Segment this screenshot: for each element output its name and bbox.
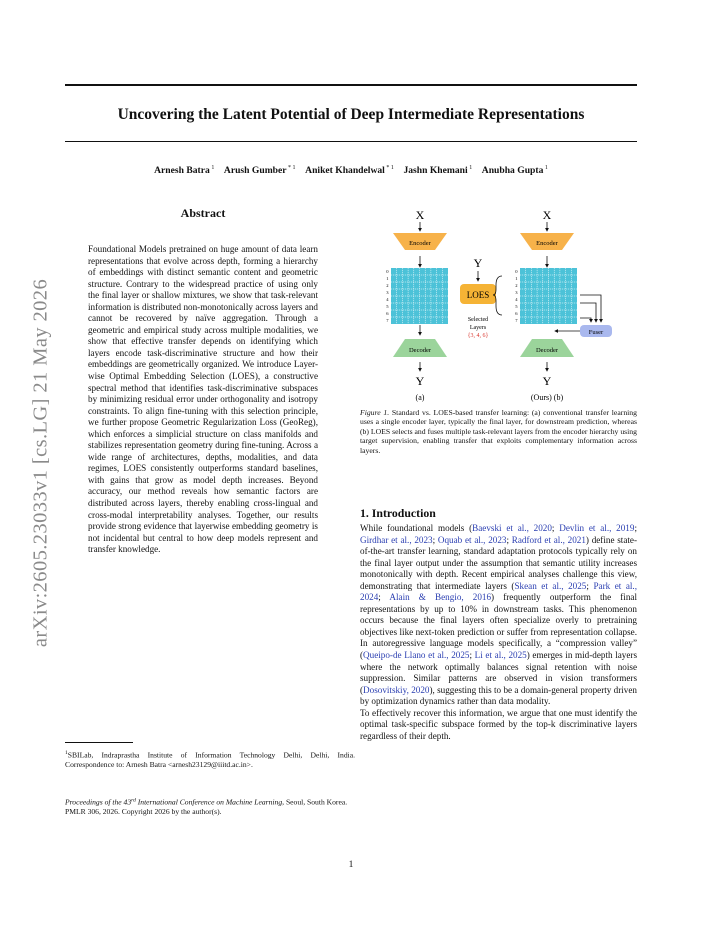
figure-1	[365, 205, 637, 403]
author-affiliation-mark: * 1	[384, 165, 394, 171]
layer-index-label: 0	[515, 269, 518, 275]
arxiv-side-stamp	[16, 228, 66, 698]
citation-link[interactable]: Li et al., 2025	[474, 650, 527, 661]
top-rule	[65, 84, 637, 86]
panel-b-label: (Ours) (b)	[530, 393, 564, 402]
caption-text: Standard vs. LOES-based transfer learning: (a) conventional transfer learning uses a single encoder layer, typically the final layer, for downstream prediction, whereas (b) LOES selects and fuses multiple task-relevant layers from the encoder hierarchy using target supervision, enabling transfer that exploits complementary information across layers.	[360, 408, 637, 455]
layer-index-label: 2	[386, 283, 389, 289]
figure-label: Figure 1.	[360, 408, 390, 417]
output-y-a: Y	[415, 374, 425, 388]
input-x-a: X	[415, 208, 425, 222]
author-affiliation-mark: 1	[209, 165, 215, 171]
layer-index-label: 4	[515, 297, 518, 303]
citation-link[interactable]: Park et al., 2024	[360, 580, 637, 603]
footnote-rule	[65, 742, 133, 743]
citation-link[interactable]: Oquab et al., 2023	[437, 534, 507, 545]
layer-index-label: 4	[386, 297, 389, 303]
citation-link[interactable]: Dosovitskiy, 2020	[363, 684, 430, 695]
introduction-body	[360, 523, 637, 742]
selected-layer-set: {3, 4, 6}	[467, 333, 489, 339]
author-affiliation-mark: 1	[467, 165, 473, 171]
author-name: Aniket Khandelwal	[305, 165, 385, 177]
input-x-b: X	[542, 208, 552, 222]
citation-link[interactable]: Radford et al., 2021	[511, 534, 586, 545]
layer-index-label: 7	[515, 318, 518, 324]
encoder-label-a: Encoder	[409, 240, 431, 247]
layer-index-label: 7	[386, 318, 389, 324]
layer-index-label: 5	[386, 304, 389, 310]
author-name: Arush Gumber	[223, 165, 287, 177]
target-y: Y	[473, 256, 483, 270]
output-y-b: Y	[542, 374, 552, 388]
panel-a-label: (a)	[415, 393, 425, 402]
citation-link[interactable]: Devlin et al., 2019	[559, 523, 635, 533]
decoder-label-b: Decoder	[535, 347, 559, 354]
footnote-mark: 1	[65, 750, 68, 756]
proceedings-sup: rd	[131, 797, 136, 803]
layer-index-label: 2	[515, 283, 518, 289]
layer-index-label: 3	[515, 290, 518, 296]
decoder-label-a: Decoder	[408, 347, 432, 354]
section-heading-introduction: 1. Introduction	[360, 506, 436, 520]
selected-label-2: Layers	[469, 325, 487, 331]
layer-index-label: 3	[386, 290, 389, 296]
author-name: Arnesh Batra	[154, 165, 210, 177]
citation-link[interactable]: Queipo-de Llano et al., 2025	[363, 650, 470, 661]
page-number: 1	[348, 860, 354, 870]
author-affiliation-mark: * 1	[286, 165, 296, 171]
layer-index-label: 6	[386, 311, 389, 317]
author-name: Jashn Khemani	[403, 165, 468, 177]
abstract-body: Foundational Models pretrained on huge amount of data learn representations that evolve across depth, forming a hierarchy of embeddings with distinct semantic content and geometric structure. Contrary to the widespread practice of using only the final layer or shallow mixtures, we show that task-relevant information is distributed non-monotonically across layers and cannot be recovered by naïve aggregation. Through a geometric and empirical study across multiple modalities, we show that effective transfer depends on identifying which layers encode task-discriminative structure and how their embeddings are geometrically organized. We introduce Layer-wise Optimal Embedding Selection (LOES), a constructive spectral method that identifies task-discriminative subspaces by minimizing residual error under orthogonality and isotropy constraints. To align fine-tuning with this selection principle, we further propose Geometric Regularization Loss (GeoReg), which enforces a simplicial structure on class manifolds and stabilizes representation geometry during fine-tuning. Across a wide range of architectures, depths, modalities, and data regimes, LOES consistently outperforms standard baselines, with gains that grow as model depth increases. Beyond accuracy, our method reveals how semantic factors are distributed across layers, thereby enabling cross-lingual and cross-modal interpretability analyses. Together, our results provide strong evidence that layerwise embedding geometry is not incidental but central to how deep models represent and transfer knowledge.	[88, 244, 318, 555]
proceedings-note	[65, 796, 355, 816]
figure-1-diagram	[365, 205, 637, 403]
citation-link[interactable]: Girdhar et al., 2023	[360, 534, 433, 545]
layer-grid-a	[386, 268, 448, 324]
author-affiliation-mark: 1	[543, 165, 548, 171]
arxiv-identifier: arXiv:2605.23033v1 [cs.LG] 21 May 2026	[29, 278, 52, 648]
footnote-text: SBILab, Indraprastha Institute of Information Technology Delhi, Delhi, India. Correspondence to: Arnesh Batra <arnesh23129@iiitd.ac.in>.	[65, 750, 355, 769]
title-bottom-rule	[65, 141, 637, 142]
loes-label: LOES	[466, 290, 490, 300]
figure-1-caption	[360, 408, 637, 455]
layer-index-label: 6	[515, 311, 518, 317]
citation-link[interactable]: Alain & Bengio, 2016	[389, 592, 492, 603]
layer-index-label: 0	[386, 269, 389, 275]
intro-paragraph-1: While foundational models (Baevski et al., 2020; Devlin et al., 2019; Girdhar et al., 2023; Oquab et al., 2023; Radford et al., 2021) define state-of-the-art transfer learning, standard adaptation protocols typically rely on the final layer output under the assumption that semantic utility increases monotonically with depth. Recent empirical analyses challenge this view, demonstrating that intermediate layers (Skean et al., 2025; Park et al., 2024; Alain & Bengio, 2016) frequently outperform the final representations by up to 10% in downstream tasks. This phenomenon occurs because the final layers often specialize overly to pretraining objectives like next-token prediction or suffer from representation collapse. In autoregressive language models specifically, a “compression valley” (Queipo-de Llano et al., 2025; Li et al., 2025) emerges in mid-depth layers where the network optimally balances signal retention with noise suppression. Similar patterns are observed in vision transformers (Dosovitskiy, 2020), suggesting this to be a domain-general property driven by optimization dynamics rather than data modality.	[360, 523, 637, 707]
layer-index-label: 1	[386, 276, 389, 282]
citation-link[interactable]: Skean et al., 2025	[514, 580, 587, 591]
affiliation-footnote	[65, 749, 355, 769]
intro-paragraph-2: To effectively recover this information, we argue that one must identify the optimal task-specific subspace formed by the top-k discriminative layers regardless of their depth.	[360, 707, 637, 741]
proceedings-lead: Proceedings of the 43	[65, 797, 132, 807]
layer-index-label: 1	[515, 276, 518, 282]
encoder-label-b: Encoder	[536, 240, 558, 247]
selection-brace	[493, 276, 502, 315]
citation-link[interactable]: Baevski et al., 2020	[472, 523, 552, 533]
fuser-label: Fuser	[588, 329, 604, 336]
author-list	[65, 165, 637, 176]
proceedings-venue: International Conference on Machine Learning	[135, 797, 283, 807]
layer-index-label: 5	[515, 304, 518, 310]
abstract-heading: Abstract	[180, 206, 226, 220]
proceedings-tail: , Seoul, South Korea. PMLR 306, 2026. Copyright 2026 by the author(s).	[65, 797, 348, 816]
paper-title: Uncovering the Latent Potential of Deep Intermediate Representations	[117, 106, 585, 123]
selected-label-1: Selected	[467, 317, 489, 323]
layer-grid-b	[515, 268, 577, 324]
author-name: Anubha Gupta	[481, 165, 544, 177]
